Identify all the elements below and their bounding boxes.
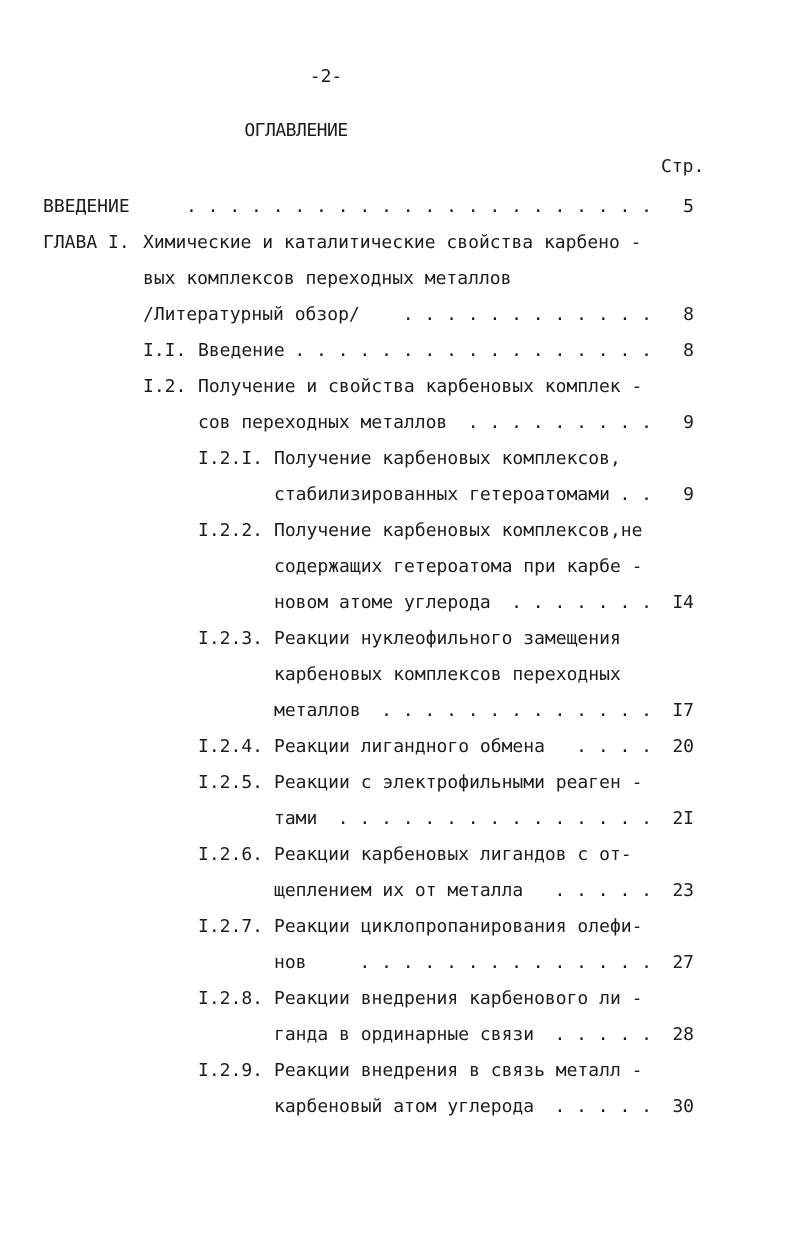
toc-entry-number: I.I. bbox=[143, 340, 187, 361]
toc-entry-number: I.2.6. bbox=[198, 844, 264, 865]
toc-leader-dots: . . . . . bbox=[554, 880, 652, 901]
toc-entry-number: I.2.I. bbox=[198, 448, 264, 469]
toc-entry-title-line: новом атоме углерода bbox=[274, 592, 491, 613]
toc-entry-title-line: содержащих гетероатома при карбе - bbox=[274, 556, 643, 577]
toc-entry-title-line: Введение bbox=[198, 340, 285, 361]
toc-page-number: 2I bbox=[672, 808, 694, 829]
toc-entry-title-line: Реакции карбеновых лигандов с от- bbox=[274, 844, 632, 865]
toc-entry-number: ГЛАВА I. bbox=[43, 232, 130, 253]
toc-entry-title-line: вых комплексов переходных металлов bbox=[143, 268, 512, 289]
page-number: -2- bbox=[309, 66, 343, 87]
toc-entry-title-line: металлов bbox=[274, 700, 361, 721]
toc-leader-dots: . . . . . . . . . bbox=[467, 412, 652, 433]
toc-leader-dots: . . . . . . . . . . . . . . . . . . . . . . bbox=[186, 196, 652, 217]
toc-entry-number: I.2.5. bbox=[198, 772, 264, 793]
toc-heading: ОГЛАВЛЕНИЕ bbox=[244, 120, 348, 141]
toc-page-number: 28 bbox=[672, 1024, 694, 1045]
toc-leader-dots: . . . . . bbox=[554, 1024, 652, 1045]
toc-entry-title-line: Реакции внедрения в связь металл - bbox=[274, 1060, 643, 1081]
toc-entry-number: I.2.3. bbox=[198, 628, 264, 649]
toc-entry-title-line: щеплением их от металла bbox=[274, 880, 524, 901]
toc-leader-dots: . . . . . . . bbox=[511, 592, 652, 613]
toc-entry-number: I.2.4. bbox=[198, 736, 264, 757]
toc-entry-title-line: ганда в ординарные связи bbox=[274, 1024, 535, 1045]
toc-leader-dots: . . bbox=[619, 484, 652, 505]
toc-leader-dots: . . . . . . . . . . . . . . . bbox=[337, 808, 652, 829]
toc-leader-dots: . . . . . . . . . . . . . . . . . bbox=[294, 340, 652, 361]
toc-entry-title-line: Получение карбеновых комплексов,не bbox=[274, 520, 643, 541]
toc-entry-title-line: Химические и каталитические свойства карбено - bbox=[143, 232, 642, 253]
toc-entry-title-line: нов bbox=[274, 952, 307, 973]
toc-leader-dots: . . . . . . . . . . . . . . bbox=[359, 952, 652, 973]
toc-page-number: 30 bbox=[672, 1096, 694, 1117]
toc-entry-title-line: Реакции нуклеофильного замещения bbox=[274, 628, 621, 649]
toc-page-number: 9 bbox=[683, 484, 694, 505]
toc-entry-title-line: Реакции внедрения карбенового ли - bbox=[274, 988, 643, 1009]
toc-entry-title-line: ВВЕДЕНИЕ bbox=[43, 196, 130, 217]
toc-page-number: 5 bbox=[683, 196, 694, 217]
toc-entry-title-line: сов переходных металлов bbox=[198, 412, 448, 433]
toc-entry-number: I.2.9. bbox=[198, 1060, 264, 1081]
toc-entry-title-line: Реакции циклопропанирования олефи- bbox=[274, 916, 643, 937]
toc-entry-number: I.2.2. bbox=[198, 520, 264, 541]
toc-entry-title-line: Получение и свойства карбеновых комплек - bbox=[198, 376, 643, 397]
toc-page-number: 23 bbox=[672, 880, 694, 901]
toc-page-number: 8 bbox=[683, 304, 694, 325]
toc-entry-title-line: Реакции с электрофильными реаген - bbox=[274, 772, 643, 793]
toc-entry-title-line: карбеновых комплексов переходных bbox=[274, 664, 621, 685]
toc-entry-title-line: стабилизированных гетероатомами bbox=[274, 484, 610, 505]
toc-page-number: I4 bbox=[672, 592, 694, 613]
toc-entry-title-line: Реакции лигандного обмена bbox=[274, 736, 545, 757]
toc-page-number: 8 bbox=[683, 340, 694, 361]
toc-leader-dots: . . . . . . . . . . . . . bbox=[381, 700, 652, 721]
toc-leader-dots: . . . . bbox=[576, 736, 652, 757]
toc-page-number: I7 bbox=[672, 700, 694, 721]
toc-leader-dots: . . . . . bbox=[554, 1096, 652, 1117]
toc-page-number: 20 bbox=[672, 736, 694, 757]
page-column-label: Стр. bbox=[661, 156, 705, 177]
toc-leader-dots: . . . . . . . . . . . . bbox=[402, 304, 652, 325]
toc-entry-number: I.2.8. bbox=[198, 988, 264, 1009]
toc-entry-title-line: Получение карбеновых комплексов, bbox=[274, 448, 621, 469]
toc-entry-number: I.2.7. bbox=[198, 916, 264, 937]
toc-page-number: 9 bbox=[683, 412, 694, 433]
toc-entry-title-line: тами bbox=[274, 808, 318, 829]
toc-entry-number: I.2. bbox=[143, 376, 187, 397]
toc-entry-title-line: карбеновый атом углерода bbox=[274, 1096, 535, 1117]
toc-page-number: 27 bbox=[672, 952, 694, 973]
toc-entry-title-line: /Литературный обзор/ bbox=[143, 304, 360, 325]
